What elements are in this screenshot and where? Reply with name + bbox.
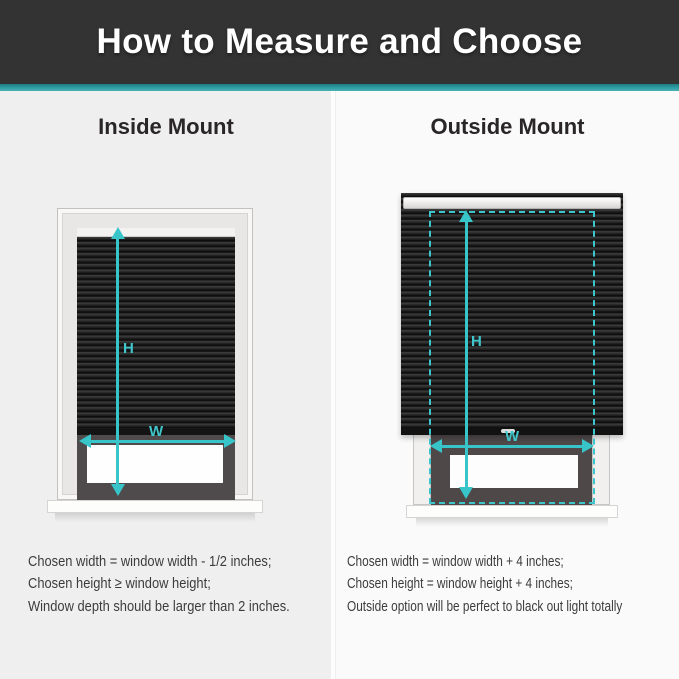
note-line: Outside option will be perfect to black out light totally bbox=[347, 597, 623, 615]
title-banner bbox=[0, 0, 679, 84]
note-line: Chosen height = window height + 4 inches; bbox=[347, 575, 573, 593]
height-arrow-line-inside bbox=[116, 238, 119, 485]
note-line: Chosen width = window width + 4 inches; bbox=[347, 553, 564, 570]
height-label-outside: H bbox=[471, 333, 482, 350]
height-label-inside: H bbox=[123, 340, 134, 357]
shade-headrail-outside bbox=[403, 197, 621, 209]
note-line: Chosen height ≥ window height; bbox=[28, 575, 211, 593]
page-title: How to Measure and Choose bbox=[96, 22, 583, 61]
window-pane-inside bbox=[87, 445, 223, 483]
width-arrow-line-inside bbox=[90, 440, 225, 443]
width-label-inside: W bbox=[149, 423, 164, 440]
sill-shadow-inside bbox=[55, 513, 255, 522]
note-line: Window depth should be larger than 2 inches. bbox=[28, 597, 290, 615]
window-sill-outside bbox=[406, 505, 618, 518]
width-arrow-head-right-outside bbox=[582, 439, 594, 453]
dashed-measure-outline-outside bbox=[429, 211, 595, 504]
note-line: Chosen width = window width - 1/2 inches; bbox=[28, 553, 272, 570]
outside-mount-heading: Outside Mount bbox=[430, 114, 585, 139]
shade-headrail-inside bbox=[77, 228, 235, 237]
width-arrow-line-outside bbox=[441, 445, 583, 448]
height-arrow-head-down-outside bbox=[459, 487, 473, 499]
inside-mount-notes bbox=[28, 551, 328, 618]
window-sill-inside bbox=[47, 500, 263, 513]
teal-accent-bar bbox=[0, 84, 679, 91]
height-arrow-head-down-inside bbox=[111, 484, 125, 496]
width-arrow-head-right-inside bbox=[224, 434, 236, 448]
sill-shadow-outside bbox=[416, 518, 608, 527]
pleated-shade-inside bbox=[77, 237, 235, 435]
inside-mount-heading: Inside Mount bbox=[98, 114, 234, 139]
column-divider bbox=[331, 91, 335, 679]
outside-mount-notes bbox=[347, 551, 677, 618]
width-label-outside: W bbox=[505, 428, 520, 445]
